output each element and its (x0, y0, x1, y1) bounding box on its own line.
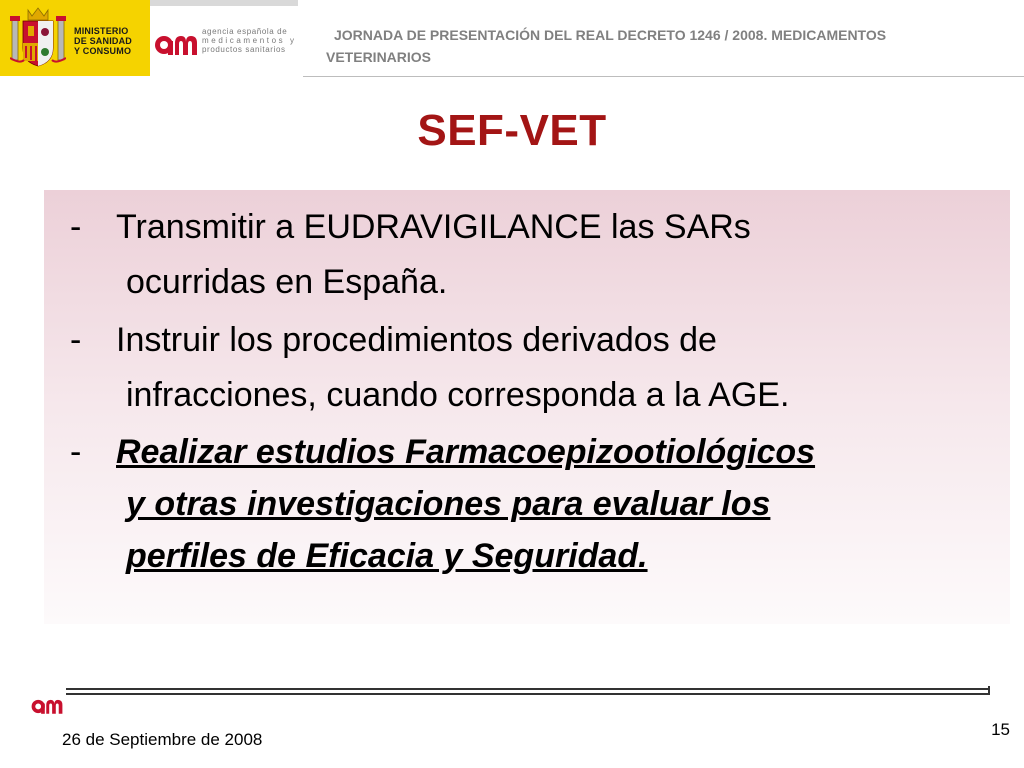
ministerio-line: DE SANIDAD (74, 36, 133, 46)
bullet-item (64, 200, 1004, 310)
header-divider (303, 76, 1024, 77)
bullet-line: Transmitir a EUDRAVIGILANCE las SARs (116, 208, 751, 246)
agencia-line: medicamentos y (202, 36, 297, 45)
ministerio-line: MINISTERIO (74, 26, 129, 36)
coat-of-arms-icon (10, 6, 66, 70)
footer-divider (66, 688, 990, 690)
header-title-line: VETERINARIOS (326, 49, 432, 65)
bullet-line: Instruir los procedimientos derivados de (116, 321, 717, 359)
slide-title: SEF-VET (417, 106, 607, 155)
bullet-line: perfiles de Eficacia y Seguridad. (126, 537, 648, 575)
page-number: 15 (991, 720, 1010, 739)
ministerio-name (74, 26, 132, 56)
bullet-line: infracciones, cuando corresponda a la AGE. (126, 376, 790, 414)
bullet-line: ocurridas en España. (126, 263, 448, 301)
ministerio-line: Y CONSUMO (74, 46, 132, 56)
header-title-line: JORNADA DE PRESENTACIÓN DEL REAL DECRETO 1246 / 2008. MEDICAMENTOS (334, 27, 887, 43)
agencia-name (202, 27, 297, 54)
bullet-marker: - (70, 321, 82, 359)
footer-divider (66, 693, 990, 695)
bullet-line: Realizar estudios Farmacoepizootiológicos (116, 433, 816, 471)
agencia-logo (150, 0, 298, 76)
bullet-marker: - (70, 433, 82, 471)
bullet-list (64, 200, 1004, 585)
footer-date: 26 de Septiembre de 2008 (62, 730, 263, 749)
ministerio-logo (0, 0, 150, 76)
aemps-logo-icon (154, 28, 198, 58)
bullet-item (64, 313, 1004, 423)
agencia-line: agencia española de (202, 27, 288, 36)
bullet-line: y otras investigaciones para evaluar los (126, 485, 771, 523)
bullet-marker: - (70, 208, 82, 246)
header-title (326, 24, 1016, 68)
footer-divider-tick (988, 686, 990, 695)
bullet-item-emphasized (64, 426, 1004, 582)
agencia-line: productos sanitarios (202, 45, 286, 54)
aemps-footer-logo-icon (28, 694, 66, 716)
